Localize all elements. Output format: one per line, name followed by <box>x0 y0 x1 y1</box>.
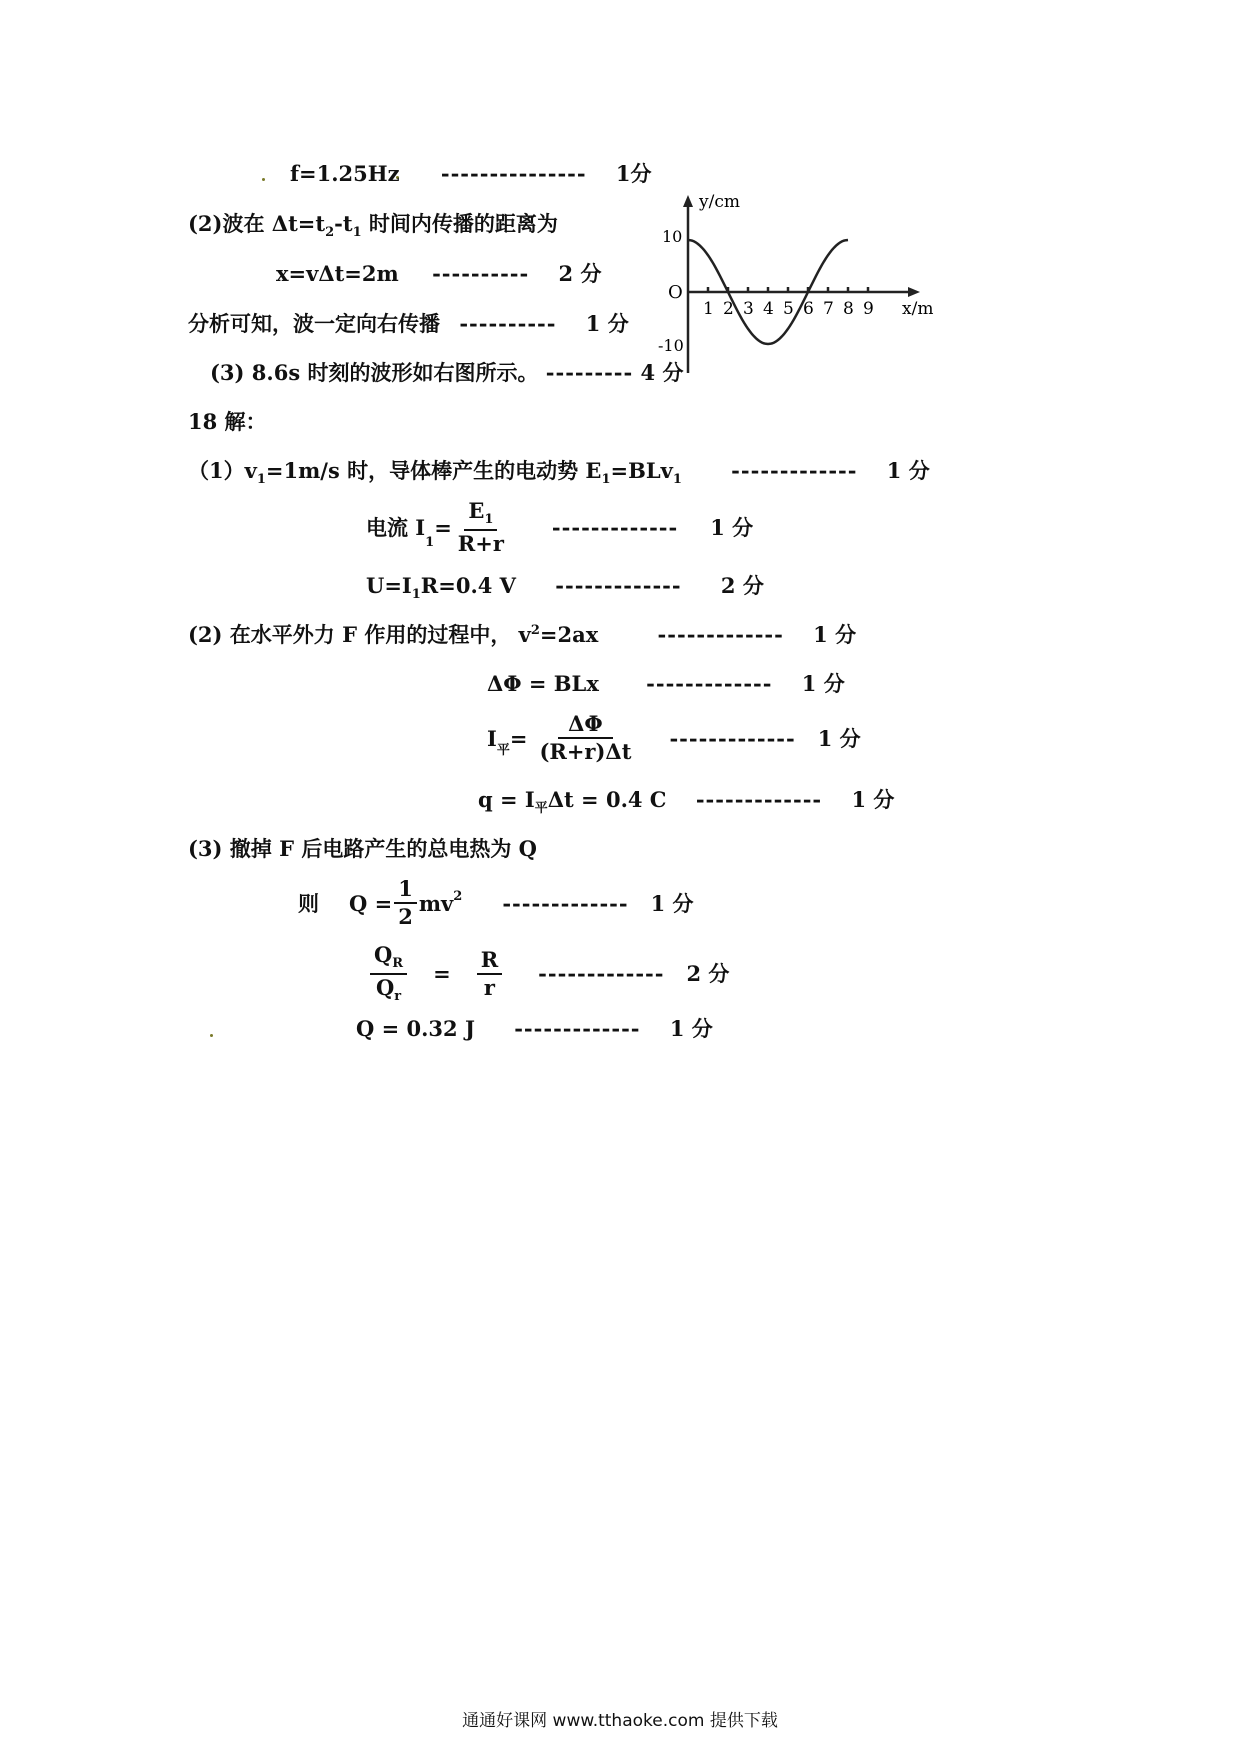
score: 1 分 <box>585 311 629 336</box>
x-tick-label: 3 <box>743 299 754 319</box>
dash-leader: ------------- <box>731 458 858 483</box>
score: 1 分 <box>710 514 754 540</box>
distance-line <box>276 263 601 284</box>
part3-wave-line <box>210 362 683 383</box>
frequency-line <box>290 163 652 184</box>
subscript: 1 <box>484 512 494 528</box>
equals: = <box>433 961 451 987</box>
score: 1 分 <box>801 671 845 696</box>
part2-text: (2) 在水平外力 F 作用的过程中， v <box>188 622 531 647</box>
x-axis-label: x/m <box>902 299 934 319</box>
part3-text: (3) 撤掉 F 后电路产生的总电热为 Q <box>188 836 537 861</box>
current-label: 电流 I <box>366 514 426 540</box>
dash-leader: ------------- <box>669 725 796 751</box>
part2-line <box>188 624 856 645</box>
dash-leader: ---------- <box>432 261 530 286</box>
part1-text: =1m/s 时，导体棒产生的电动势 E <box>265 458 602 483</box>
charge-text: Δt = 0.4 C <box>547 787 667 812</box>
numerator: R <box>477 949 502 975</box>
score: 1 分 <box>650 890 694 916</box>
average-current-line <box>487 713 861 763</box>
heat-ratio-left <box>370 944 407 1004</box>
x-tick-label: 8 <box>843 299 854 319</box>
analysis-line <box>188 313 629 334</box>
heat-ratio-line <box>368 944 729 1004</box>
x-tick-label: 5 <box>783 299 794 319</box>
y-tick-label: 10 <box>662 227 683 246</box>
dash-leader: ---------- <box>459 311 557 336</box>
dash-leader: ------------- <box>538 961 665 987</box>
heat-prefix: 则 <box>298 890 319 916</box>
graph-axes <box>683 195 920 373</box>
current-line <box>366 500 753 555</box>
y-axis-label: y/cm <box>699 192 740 212</box>
denominator: (R+r)Δt <box>539 739 632 765</box>
heat-result-expr: Q = 0.32 J <box>356 1016 475 1041</box>
charge-line <box>478 789 894 815</box>
equals: = <box>509 725 528 751</box>
dash-leader: ------------- <box>695 787 823 812</box>
subscript: 1 <box>672 472 682 488</box>
part3-wave-text: (3) 8.6s 时刻的波形如右图所示。 <box>210 360 539 385</box>
y-axis-arrow <box>683 195 693 207</box>
subscript: 1 <box>411 587 421 603</box>
part1-text: =BLv <box>610 458 673 483</box>
score: 4 分 <box>640 360 684 385</box>
wave-graph <box>640 185 960 380</box>
x-tick-label: 4 <box>763 299 774 319</box>
x-tick-label: 9 <box>863 299 874 319</box>
part3-line <box>188 838 537 859</box>
dash-leader: ------------- <box>551 514 679 540</box>
part2-intro-text: 时间内传播的距离为 <box>361 211 558 236</box>
numerator: ΔΦ <box>558 713 613 739</box>
numerator: E <box>468 498 485 523</box>
question-18-text: 18 解： <box>188 409 267 434</box>
charge-text: q = I <box>478 787 535 812</box>
dash-leader: ------------- <box>657 622 784 647</box>
heat-ratio-right <box>477 946 502 1000</box>
part1-text: （1）v <box>188 458 257 483</box>
subscript: 1 <box>601 472 611 488</box>
scan-speck <box>210 1034 213 1037</box>
denominator: r <box>483 974 495 1000</box>
heat-result-line <box>356 1018 713 1039</box>
x-tick-label: 7 <box>823 299 834 319</box>
subscript: 1 <box>256 472 266 488</box>
dash-leader: ------------- <box>646 671 773 696</box>
score: 2 分 <box>720 573 764 598</box>
x-axis-arrow <box>908 287 920 297</box>
superscript: 2 <box>453 889 463 904</box>
dash-leader: ------------- <box>502 890 629 916</box>
superscript: 2 <box>530 623 540 638</box>
current-fraction <box>454 500 508 555</box>
part2-intro-text: (2)波在 Δt=t <box>188 211 326 236</box>
dash-leader: --------------- <box>440 161 587 186</box>
part1-emf-line <box>188 460 930 486</box>
heat-text: Q = <box>349 890 393 916</box>
subscript: 平 <box>496 743 510 759</box>
heat-line <box>298 878 694 928</box>
heat-text: mv <box>418 890 454 916</box>
flux-expr: ΔΦ = BLx <box>487 671 599 696</box>
subscript: r <box>394 989 402 1005</box>
dash-leader: ------------- <box>514 1016 641 1041</box>
denominator: R+r <box>457 530 504 556</box>
flux-line <box>487 673 845 694</box>
scan-speck <box>262 178 265 181</box>
dash-leader: --------- <box>545 360 634 385</box>
score: 1 分 <box>813 622 857 647</box>
score: 1 分 <box>817 725 861 751</box>
score: 1 分 <box>851 787 895 812</box>
question-18-heading <box>188 411 267 432</box>
score: 2 分 <box>686 961 730 987</box>
origin-label: O <box>668 282 683 303</box>
part2-text: =2ax <box>539 622 599 647</box>
numerator: 1 <box>394 878 417 904</box>
y-tick-label: -10 <box>658 336 684 355</box>
denominator: 2 <box>398 904 413 930</box>
subscript: 2 <box>325 225 335 241</box>
analysis-text: 分析可知，波一定向右传播 <box>188 311 440 336</box>
subscript: R <box>392 956 404 972</box>
half-fraction <box>394 878 417 928</box>
x-tick-label: 2 <box>723 299 734 319</box>
score: 1 分 <box>886 458 930 483</box>
denominator: Q <box>375 974 395 1000</box>
voltage-line <box>366 575 764 601</box>
distance-expr: x=vΔt=2m <box>276 261 399 286</box>
part2-intro <box>188 213 558 239</box>
score: 1 分 <box>669 1016 713 1041</box>
x-tick-label: 1 <box>703 299 714 319</box>
x-tick-label: 6 <box>803 299 814 319</box>
numerator: Q <box>374 942 393 967</box>
subscript: 1 <box>425 534 435 550</box>
footer-source: 通通好课网 www.tthaoke.com 提供下载 <box>462 1711 778 1731</box>
subscript: 1 <box>352 225 362 241</box>
average-current-label: I <box>487 725 497 751</box>
voltage-text: R=0.4 V <box>420 573 516 598</box>
score: 2 分 <box>558 261 602 286</box>
score: 1分 <box>615 161 652 186</box>
subscript: 平 <box>534 801 548 817</box>
average-current-fraction <box>535 713 635 763</box>
dash-leader: ------------- <box>555 573 682 598</box>
equals: = <box>434 514 452 540</box>
part2-intro-text: -t <box>334 211 353 236</box>
voltage-text: U=I <box>366 573 412 598</box>
frequency-expr: f=1.25Hz <box>290 161 400 186</box>
